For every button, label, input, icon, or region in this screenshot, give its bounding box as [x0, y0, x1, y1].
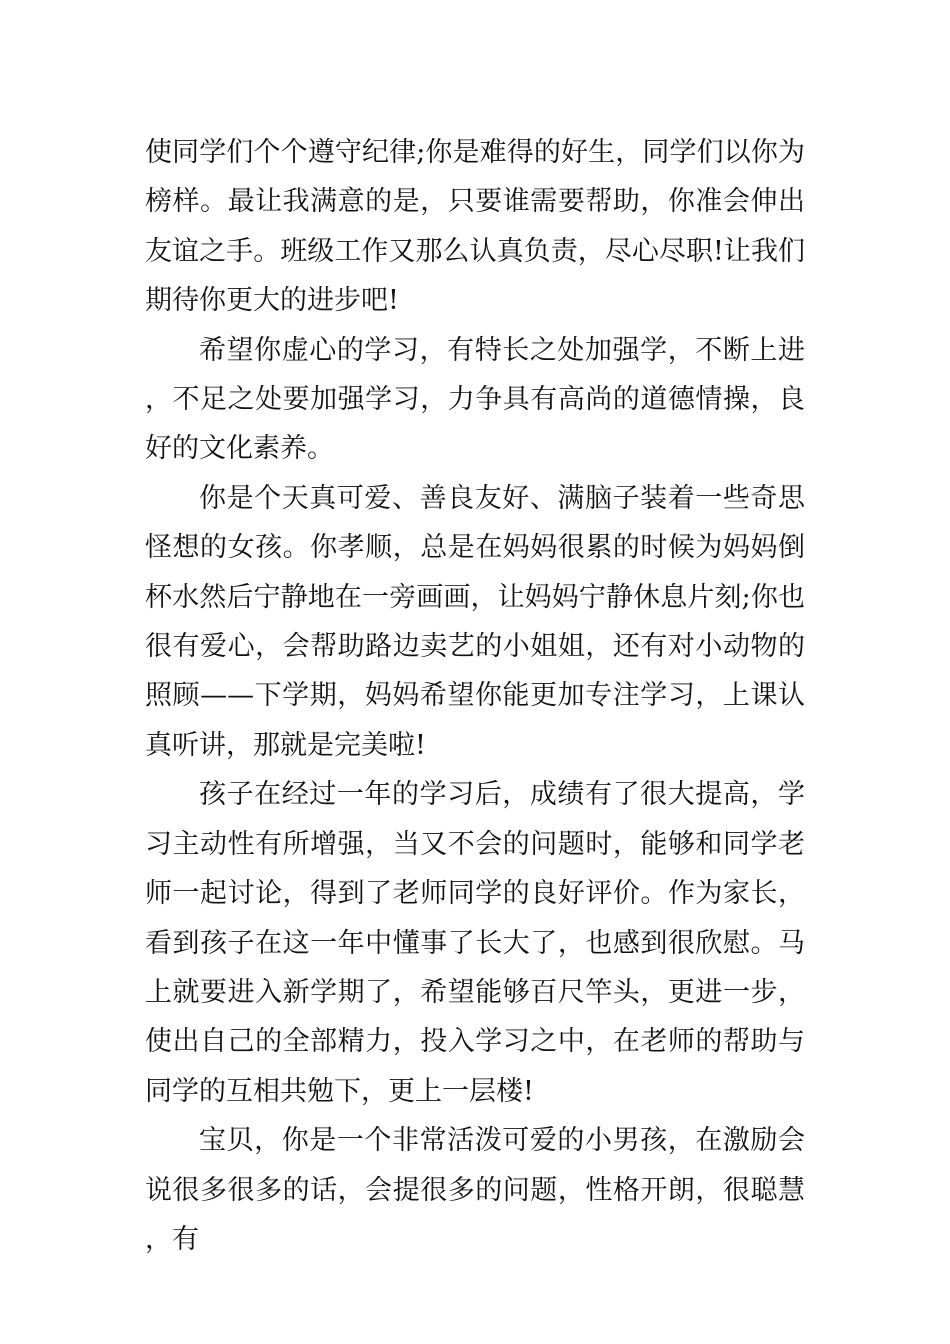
paragraph-2: 希望你虚心的学习，有特长之处加强学，不断上进，不足之处要加强学习，力争具有高尚的道德情操，良好的文化素养。	[145, 334, 805, 465]
paragraph-3: 你是个天真可爱、善良友好、满脑子装着一些奇思怪想的女孩。你孝顺，总是在妈妈很累的时候为妈妈倒杯水然后宁静地在一旁画画，让妈妈宁静休息片刻;你也很有爱心，会帮助路边卖艺的小姐姐，还有对小动物的照顾——下学期，妈妈希望你能更加专注学习，上课认真听讲，那就是完美啦!	[145, 482, 805, 761]
paragraph-1: 使同学们个个遵守纪律;你是难得的好生，同学们以你为榜样。最让我满意的是，只要谁需要帮助，你准会伸出友谊之手。班级工作又那么认真负责，尽心尽职!让我们期待你更大的进步吧!	[145, 137, 805, 317]
paragraph-4: 孩子在经过一年的学习后，成绩有了很大提高，学习主动性有所增强，当又不会的问题时，能够和同学老师一起讨论，得到了老师同学的良好评价。作为家长，看到孩子在这一年中懂事了长大了，也感到很欣慰。马上就要进入新学期了，希望能够百尺竿头，更进一步，使出自己的全部精力，投入学习之中，在老师的帮助与同学的互相共勉下，更上一层楼!	[145, 779, 805, 1107]
document-body	[145, 128, 805, 1264]
paragraph-5: 宝贝，你是一个非常活泼可爱的小男孩，在激励会说很多很多的话，会提很多的问题，性格开朗，很聪慧，有	[145, 1125, 805, 1255]
